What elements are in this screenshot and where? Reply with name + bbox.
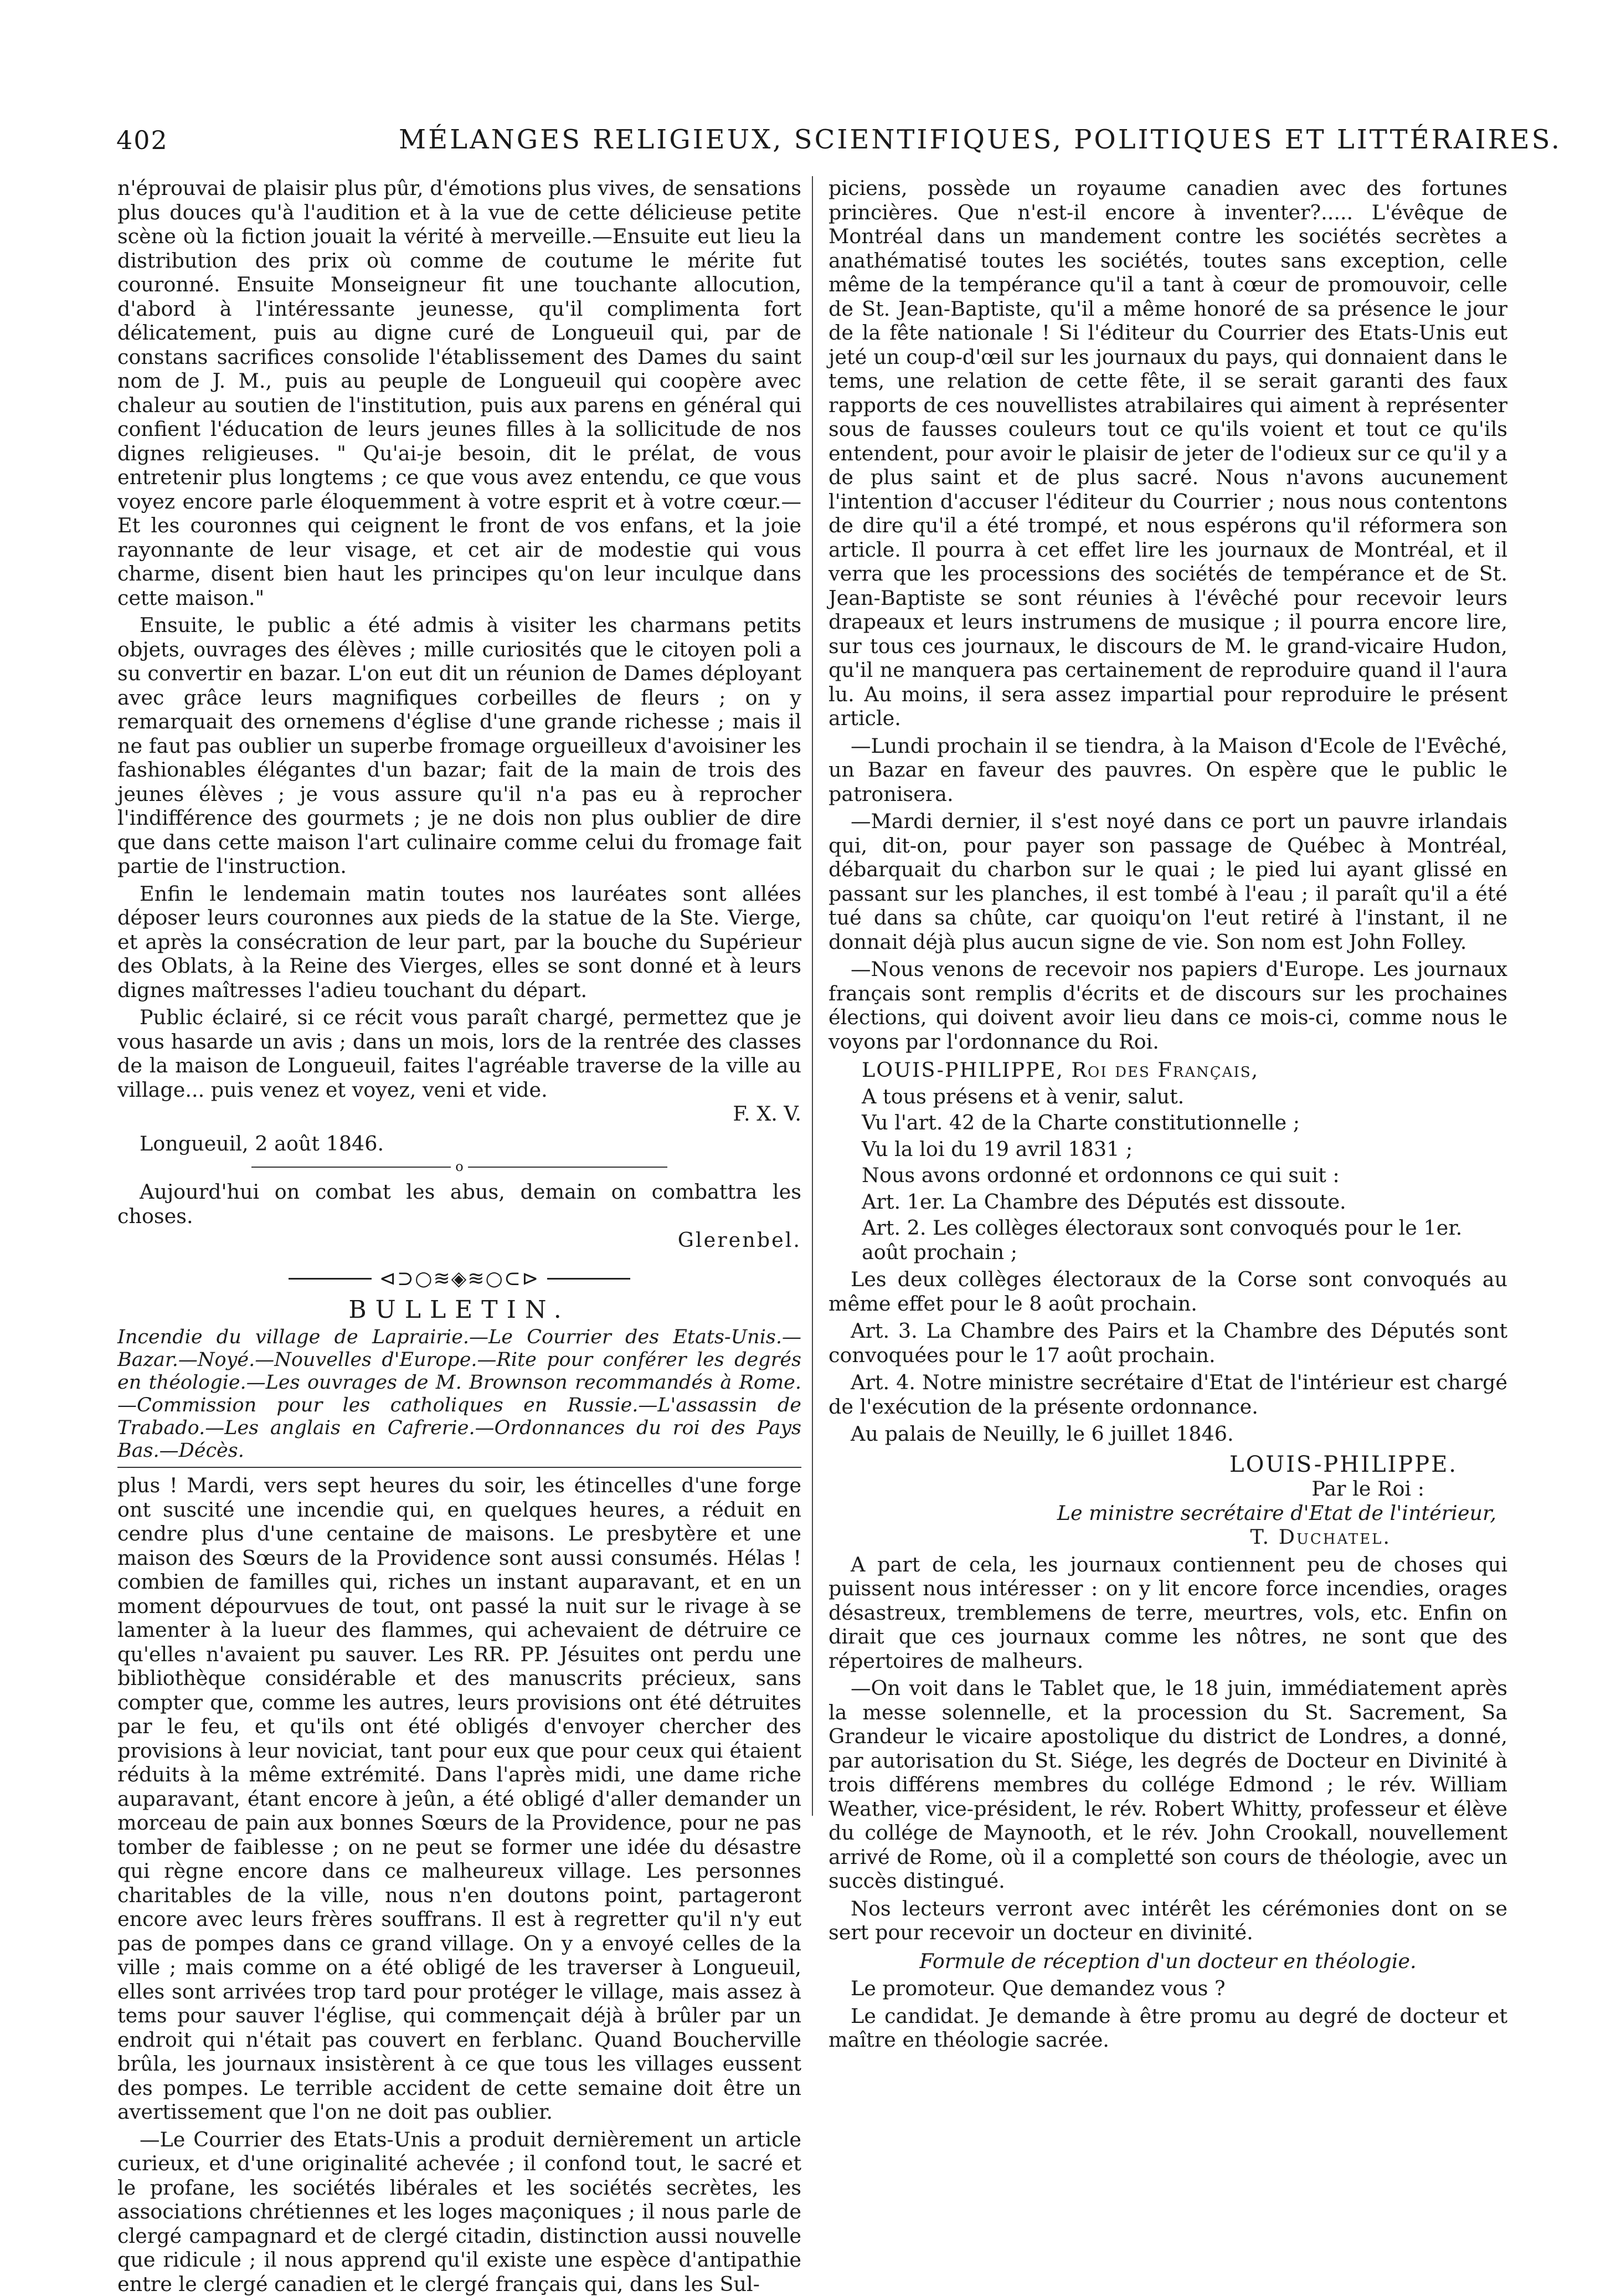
decree-line: Nous avons ordonné et ordonnons ce qui suit : <box>828 1163 1507 1188</box>
decree-heading: LOUIS-PHILIPPE, Roi des Français, <box>828 1058 1507 1082</box>
column-divider <box>812 176 813 1816</box>
article-paragraph: Nos lecteurs verront avec intérêt les cérémonies dont on se sert pour recevoir un docteur en divinité. <box>828 1897 1507 1945</box>
signature-king: LOUIS-PHILIPPE. <box>828 1453 1507 1477</box>
decree-line: Art. 1er. La Chambre des Députés est dissoute. <box>828 1190 1507 1214</box>
section-rule <box>117 1158 801 1177</box>
signature-minister-name: T. Duchatel. <box>828 1525 1507 1549</box>
author-initials: F. X. V. <box>117 1102 801 1126</box>
running-head: MÉLANGES RELIGIEUX, SCIENTIFIQUES, POLITIQUES ET LITTÉRAIRES. <box>399 124 1562 155</box>
article-paragraph: Les deux collèges électoraux de la Corse sont convoqués au même effet pour le 8 août prochain. <box>828 1267 1507 1316</box>
ornament-bar <box>547 1278 630 1280</box>
article-paragraph: Au palais de Neuilly, le 6 juillet 1846. <box>828 1422 1507 1446</box>
formula-title: Formule de réception d'un docteur en théologie. <box>828 1949 1507 1974</box>
bulletin-summary: Incendie du village de Laprairie.—Le Courrier des Etats-Unis.—Bazar.—Noyé.—Nouvelles d'Europe.—Rite pour conférer les degrés en théologie.—Les ouvrages de M. Brownson recommandés à Rome.—Commission pour les catholiques en Russie.—L'assassin de Trabado.—Les anglais en Cafrerie.—Ordonnances du roi des Pays Bas.—Décès. <box>117 1326 801 1462</box>
decree-line: A tous présens et à venir, salut. <box>828 1085 1507 1109</box>
signature-par-le-roi: Par le Roi : <box>828 1477 1507 1501</box>
summary-rule <box>117 1467 801 1468</box>
article-paragraph: Public éclairé, si ce récit vous paraît chargé, permettez que je vous hasarde un avis ; dans un mois, lors de la rentrée des classes de la maison de Longueuil, faites l'agréable traverse de la ville au village... puis venez et voyez, veni et vide. <box>117 1005 801 1102</box>
ornament-bar <box>289 1278 372 1280</box>
decree-line: Vu l'art. 42 de la Charte constitutionnelle ; <box>828 1111 1507 1135</box>
article-paragraph: —Nous venons de recevoir nos papiers d'Europe. Les journaux français sont remplis d'écrits et de discours sur les prochaines élections, qui doivent avoir lieu dans ce mois-ci, comme nous le voyons par l'ordonnance du Roi. <box>828 957 1507 1054</box>
article-paragraph: —On voit dans le Tablet que, le 18 juin, immédiatement après la messe solennelle, et la procession du St. Sacrement, Sa Grandeur le vicaire apostolique du district de Londres, a donné, par autorisation du St. Siége, les degrés de Docteur en Divinité à trois différens membres du collége Edmond ; le rév. William Weather, vice-président, le rév. Robert Whitty, professeur et élève du collége de Maynooth, et le rév. John Crookall, nouvellement arrivé de Rome, où il a completté son cours de théologie, avec un succès distingué. <box>828 1676 1507 1893</box>
bulletin-ornament <box>117 1265 801 1293</box>
page-number: 402 <box>116 125 168 155</box>
left-column <box>117 176 801 1838</box>
epigraph: Aujourd'hui on combat les abus, demain on combattra les choses. <box>117 1180 801 1228</box>
bulletin-title: BULLETIN. <box>117 1298 801 1322</box>
article-paragraph: n'éprouvai de plaisir plus pûr, d'émotions plus vives, de sensations plus douces qu'à l'audition et à la vue de cette délicieuse petite scène où la fiction jouait la vérité à merveille.—Ensuite eut lieu la distribution des prix où comme de coutume le mérite fut couronné. Ensuite Monseigneur fit une touchante allocution, d'abord à l'intéressante jeunesse, qu'il complimenta fort délicatement, puis au digne curé de Longueuil qui, par de constans sacrifices consolide l'établissement des Dames du saint nom de J. M., puis au peuple de Longueuil qui coopère avec chaleur au soutien de l'institution, puis aux parens en général qui confient l'éducation de leurs jeunes filles à la sollicitude de nos dignes religieuses. " Qu'ai-je besoin, dit le prélat, de vous entretenir plus longtems ; ce que vous avez entendu, ce que vous voyez encore parle éloquemment à votre esprit et à votre cœur.—Et les couronnes qui ceignent le front de vos enfans, et la joie rayonnante de leur visage, et cet air de modestie qui vous charme, disent bien haut les principes qu'on leur inculque dans cette maison." <box>117 176 801 610</box>
ornament-glyph: ⊲⊃○≋◈≋○⊂⊳ <box>372 1267 548 1291</box>
signature-block <box>828 1453 1507 1549</box>
decree-line: Vu la loi du 19 avril 1831 ; <box>828 1137 1507 1162</box>
article-paragraph: Enfin le lendemain matin toutes nos lauréates sont allées déposer leurs couronnes aux pieds de la statue de la Ste. Vierge, et après la consécration de leur part, par la bouche du Supérieur des Oblats, à la Reine des Vierges, elles se sont donné et à leurs dignes maîtresses l'adieu touchant du départ. <box>117 882 801 1003</box>
article-paragraph: Le promoteur. Que demandez vous ? <box>828 1976 1507 2001</box>
signature-minister-title: Le ministre secrétaire d'Etat de l'intérieur, <box>828 1501 1507 1525</box>
place-date: Longueuil, 2 août 1846. <box>117 1132 801 1156</box>
article-paragraph: —Le Courrier des Etats-Unis a produit dernièrement un article curieux, et d'une originalité achevée ; il confond tout, le sacré et le profane, les sociétés libérales et les sociétés secrètes, les associations chrétiennes et les loges maçoniques ; il nous parle de clergé campagnard et de clergé citadin, distinction aussi nouvelle que ridicule ; il nous apprend qu'il existe une espèce d'antipathie entre le clergé canadien et le clergé français qui, dans les Sul- <box>117 2128 801 2296</box>
article-paragraph: Art. 3. La Chambre des Pairs et la Chambre des Députés sont convoquées pour le 17 août prochain. <box>828 1319 1507 1367</box>
epigraph-author: Glerenbel. <box>117 1228 801 1252</box>
article-paragraph: plus ! Mardi, vers sept heures du soir, les étincelles d'une forge ont suscité une incendie qui, en quelques heures, a réduit en cendre plus d'une centaine de maisons. Le presbytère et une maison des Sœurs de la Providence sont aussi consumés. Hélas ! combien de familles qui, riches un instant auparavant, et en un moment dépourvues de tout, ont passé la nuit sur le rivage à se lamenter à la lueur des flammes, qui achevaient de détruire ce qu'elles n'avaient pu sauver. Les RR. PP. Jésuites ont perdu une bibliothèque considérable et des manuscrits précieux, sans compter que, comme les autres, leurs provisions ont été détruites par le feu, et qu'ils ont été obligés d'envoyer chercher des provisions à leur noviciat, tant pour eux que pour ceux qui étaient réduits à la même extrémité. Dans l'après midi, une dame riche auparavant, étant encore à jeûn, a été obligé d'aller demander un morceau de pain aux bonnes Sœurs de la Providence, pour ne pas tomber de faiblesse ; on ne peut se former une idée du désastre qui règne encore dans ce malheureux village. Les personnes charitables de la ville, nous n'en doutons point, partageront encore avec leurs frères souffrans. Il est à regretter qu'il n'y eut pas de pompes dans ce grand village. On y a envoyé celles de la ville ; mais comme on a été obligé de les traverser à Longueuil, elles sont arrivées trop tard pour protéger le village, mais assez à tems pour sauver l'église, qui commençait déjà à brûler par un endroit qui n'était pas couvert en ferblanc. Quand Boucherville brûla, les journaux insistèrent à ce que tous les villages eussent des pompes. Le terrible accident de cette semaine doit être un avertissement que l'on ne doit pas oublier. <box>117 1473 801 2124</box>
article-paragraph: Ensuite, le public a été admis à visiter les charmans petits objets, ouvrages des élèves ; mille curiosités que le citoyen poli a su convertir en bazar. L'on eut dit un réunion de Dames déployant avec grâce leurs magnifiques corbeilles de fleurs ; on y remarquait des ornemens d'église d'une grande richesse ; mais il ne faut pas oublier un superbe fromage orgueilleux d'avoisiner les fashionables élégantes d'un bazar; fait de la main de trois des jeunes élèves ; je vous assure qu'il n'a pas eu à reprocher l'indifférence des gourmets ; je ne dois non plus oublier de dire que dans cette maison l'art culinaire comme celui du fromage fait partie de l'instruction. <box>117 613 801 879</box>
article-paragraph: piciens, possède un royaume canadien avec des fortunes princières. Que n'est-il encore à inventer?..... L'évêque de Montréal dans un mandement contre les sociétés secrètes a anathématisé toutes les sociétés, toutes sans exception, celle même de la tempérance qu'il a tant à cœur de promouvoir, celle de St. Jean-Baptiste, qu'il a même honoré de sa présence le jour de la fête nationale ! Si l'éditeur du Courrier des Etats-Unis eut jeté un coup-d'œil sur les journaux du pays, qui donnaient dans le tems, une relation de cette fête, il se serait garanti des faux rapports de ces nouvellistes atrabilaires qui aiment à représenter sous de fausses couleurs tout ce qu'ils voient et tout ce qu'ils entendent, pour avoir le plaisir de jeter de l'odieux sur ce qu'il y a de plus saint et de plus sacré. Nous n'avons aucunement l'intention d'accuser l'éditeur du Courrier ; nous nous contentons de dire qu'il a été trompé, et nous espérons qu'il réformera son article. Il pourra à cet effet lire les journaux de Montréal, et il verra que les processions des sociétés de tempérance et de St. Jean-Baptiste se sont réunies à l'évêché pour recevoir leurs drapeaux et leurs instrumens de musique ; il pourra encore lire, sur tous ces journaux, le discours de M. le grand-vicaire Hudon, qu'il ne manquera pas certainement de reproduire quand il l'aura lu. Au moins, il sera assez impartial pour reproduire le présent article. <box>828 176 1507 731</box>
rule-mark: o <box>451 1155 467 1179</box>
rule-line <box>251 1167 451 1168</box>
rule-line <box>468 1167 667 1168</box>
article-paragraph: Le candidat. Je demande à être promu au degré de docteur et maître en théologie sacrée. <box>828 2004 1507 2052</box>
article-paragraph: A part de cela, les journaux contiennent peu de choses qui puissent nous intéresser : on y lit encore force incendies, orages désastreux, tremblemens de terre, meurtres, vols, etc. Enfin on dirait que ces journaux comme les nôtres, ne sont que des répertoires de malheurs. <box>828 1553 1507 1673</box>
article-paragraph: Art. 4. Notre ministre secrétaire d'Etat de l'intérieur est chargé de l'exécution de la présente ordonnance. <box>828 1370 1507 1419</box>
right-column <box>828 176 1507 1838</box>
article-paragraph: —Mardi dernier, il s'est noyé dans ce port un pauvre irlandais qui, dit-on, pour payer son passage de Québec à Montréal, débarquait du charbon sur le quai ; le pied lui ayant glissé en passant sur les planches, il est tombé à l'eau ; il paraît qu'il a été tué dans sa chûte, car quoiqu'on l'eut retiré à l'instant, il ne donnait déjà plus aucun signe de vie. Son nom est John Folley. <box>828 809 1507 954</box>
decree-line: Art. 2. Les collèges électoraux sont convoqués pour le 1er. août prochain ; <box>828 1216 1507 1264</box>
article-paragraph: —Lundi prochain il se tiendra, à la Maison d'Ecole de l'Evêché, un Bazar en faveur des pauvres. On espère que le public le patronisera. <box>828 734 1507 807</box>
